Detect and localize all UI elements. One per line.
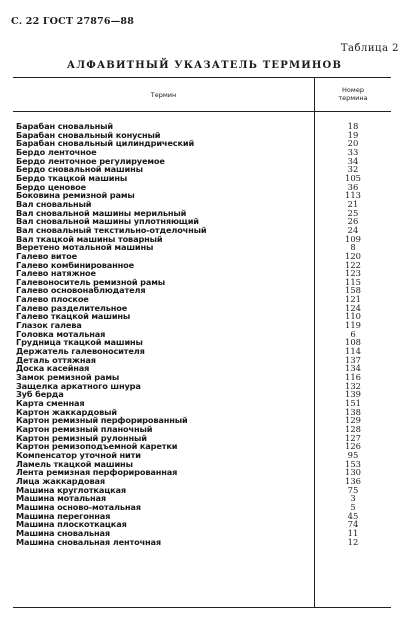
number-cell: 158 bbox=[345, 285, 361, 296]
term-cell: Картон ремизный планочный bbox=[16, 423, 153, 434]
number-cell: 45 bbox=[347, 510, 359, 521]
number-cell: 36 bbox=[347, 181, 359, 192]
term-cell: Картон ремизный перфорированный bbox=[16, 415, 188, 426]
number-cell: 132 bbox=[345, 380, 361, 391]
term-cell: Бердо сновальной машины bbox=[16, 164, 143, 175]
term-cell: Веретено мотальной машины bbox=[16, 242, 154, 253]
term-cell: Боковина ремизной рамы bbox=[16, 190, 135, 201]
term-cell: Машина сновальная bbox=[16, 527, 111, 538]
term-cell: Вал сновальной машины уплотняющий bbox=[16, 216, 199, 227]
number-cell: 126 bbox=[345, 441, 361, 452]
number-cell: 95 bbox=[347, 449, 359, 460]
term-cell: Бердо ценовое bbox=[16, 181, 87, 192]
number-cell: 108 bbox=[345, 337, 361, 348]
term-cell: Картон ремизный рулонный bbox=[16, 432, 147, 443]
number-cell: 121 bbox=[345, 294, 361, 305]
number-cell: 138 bbox=[345, 406, 361, 417]
term-cell: Карта сменная bbox=[16, 398, 85, 408]
number-cell: 116 bbox=[345, 372, 361, 383]
page-header: С. 22 ГОСТ 27876—88 bbox=[11, 16, 135, 27]
term-cell: Бердо ткацкой машины bbox=[16, 172, 128, 183]
header-divider bbox=[13, 111, 391, 112]
number-cell: 130 bbox=[345, 467, 361, 478]
term-cell: Машина осново-мотальная bbox=[16, 501, 141, 512]
term-cell: Галево плоское bbox=[16, 294, 89, 305]
term-cell: Деталь оттяжная bbox=[16, 354, 96, 365]
term-cell: Лента ремизная перфорированная bbox=[16, 467, 178, 478]
number-cell: 5 bbox=[350, 501, 356, 512]
term-cell: Ламель ткацкой машины bbox=[16, 458, 133, 469]
column-header-number-line1: Номер bbox=[342, 86, 364, 94]
number-cell: 122 bbox=[345, 259, 361, 270]
term-cell: Барабан сновальный цилиндрический bbox=[16, 138, 195, 149]
number-cell: 11 bbox=[347, 527, 359, 538]
number-cell: 113 bbox=[345, 190, 361, 201]
column-header-number-line2: термина bbox=[338, 94, 368, 102]
term-cell: Лица жаккардовая bbox=[16, 475, 105, 486]
term-cell: Галево ткацкой машины bbox=[16, 311, 131, 322]
term-cell: Держатель галевоносителя bbox=[16, 346, 145, 357]
number-cell: 26 bbox=[347, 216, 359, 227]
term-cell: Грудница ткацкой машины bbox=[16, 337, 143, 348]
term-cell: Картон ремизоподъемной каретки bbox=[16, 441, 178, 452]
number-cell: 19 bbox=[347, 129, 359, 140]
term-cell: Зуб берда bbox=[16, 389, 64, 400]
term-cell: Глазок галева bbox=[16, 320, 82, 331]
term-cell: Машина круглоткацкая bbox=[16, 484, 127, 495]
number-cell: 32 bbox=[347, 164, 359, 175]
term-cell: Вал сновальный текстильно-отделочный bbox=[16, 224, 207, 235]
number-cell: 24 bbox=[347, 224, 359, 235]
term-cell: Галевоноситель ремизной рамы bbox=[16, 276, 166, 287]
number-cell: 123 bbox=[345, 268, 361, 279]
table-label: Таблица 2 bbox=[340, 43, 399, 54]
term-cell: Галево натяжное bbox=[16, 268, 96, 279]
term-cell: Картон жаккардовый bbox=[16, 406, 117, 417]
terms-table bbox=[13, 77, 391, 608]
term-cell: Галево основонаблюдателя bbox=[16, 285, 146, 296]
number-cell: 8 bbox=[350, 242, 356, 253]
number-cell: 129 bbox=[345, 415, 361, 426]
term-cell: Галево витое bbox=[16, 250, 77, 261]
number-cell: 127 bbox=[345, 432, 361, 443]
number-cell: 115 bbox=[345, 276, 361, 287]
number-cell: 153 bbox=[345, 458, 361, 469]
number-cell: 3 bbox=[350, 493, 356, 504]
number-cell: 119 bbox=[345, 320, 361, 331]
term-cell: Вал сновальный bbox=[16, 198, 92, 209]
number-cell: 137 bbox=[345, 354, 361, 365]
term-cell: Барабан сновальный bbox=[16, 121, 114, 131]
number-cell: 105 bbox=[345, 172, 361, 183]
term-cell: Барабан сновальный конусный bbox=[16, 129, 161, 140]
number-cell: 21 bbox=[347, 198, 359, 209]
column-header-term: Термин bbox=[150, 91, 177, 99]
table-row bbox=[13, 538, 391, 547]
number-cell: 136 bbox=[345, 475, 361, 486]
number-cell: 110 bbox=[345, 311, 361, 322]
term-cell: Вал сновальной машины мерильный bbox=[16, 207, 187, 218]
number-cell: 120 bbox=[345, 250, 361, 261]
term-cell: Компенсатор уточной нити bbox=[16, 449, 141, 460]
term-cell: Вал ткацкой машины товарный bbox=[16, 233, 163, 244]
number-cell: 109 bbox=[345, 233, 361, 244]
term-cell: Доска касейная bbox=[16, 363, 90, 374]
number-cell: 33 bbox=[347, 146, 359, 157]
number-cell: 114 bbox=[345, 346, 361, 357]
term-cell: Машина перегонная bbox=[16, 510, 111, 521]
term-cell: Бердо ленточное регулируемое bbox=[16, 155, 165, 166]
page-title: АЛФАВИТНЫЙ УКАЗАТЕЛЬ ТЕРМИНОВ bbox=[66, 60, 343, 71]
term-cell: Бердо ленточное bbox=[16, 146, 97, 157]
term-cell: Машина мотальная bbox=[16, 493, 106, 504]
table-row bbox=[13, 382, 391, 391]
number-cell: 124 bbox=[345, 302, 361, 313]
term-cell: Головка мотальная bbox=[16, 328, 106, 339]
number-cell: 128 bbox=[345, 423, 361, 434]
number-cell: 25 bbox=[347, 207, 359, 218]
term-cell: Машина сновальная ленточная bbox=[16, 536, 162, 547]
table-body bbox=[13, 122, 391, 546]
number-cell: 151 bbox=[345, 398, 361, 408]
column-header-number bbox=[315, 86, 391, 102]
number-cell: 20 bbox=[347, 138, 359, 149]
term-cell: Галево разделительное bbox=[16, 302, 128, 313]
number-cell: 12 bbox=[347, 536, 359, 547]
term-cell: Замок ремизной рамы bbox=[16, 372, 120, 383]
number-cell: 134 bbox=[345, 363, 361, 374]
number-cell: 18 bbox=[347, 121, 359, 131]
number-cell: 139 bbox=[345, 389, 361, 400]
term-cell: Машина плоскоткацкая bbox=[16, 519, 127, 530]
number-cell: 74 bbox=[347, 519, 359, 530]
number-cell: 75 bbox=[347, 484, 359, 495]
number-cell: 34 bbox=[347, 155, 359, 166]
term-cell: Галево комбинированное bbox=[16, 259, 135, 270]
number-cell: 6 bbox=[350, 328, 356, 339]
term-cell: Защелка аркатного шнура bbox=[16, 380, 141, 391]
